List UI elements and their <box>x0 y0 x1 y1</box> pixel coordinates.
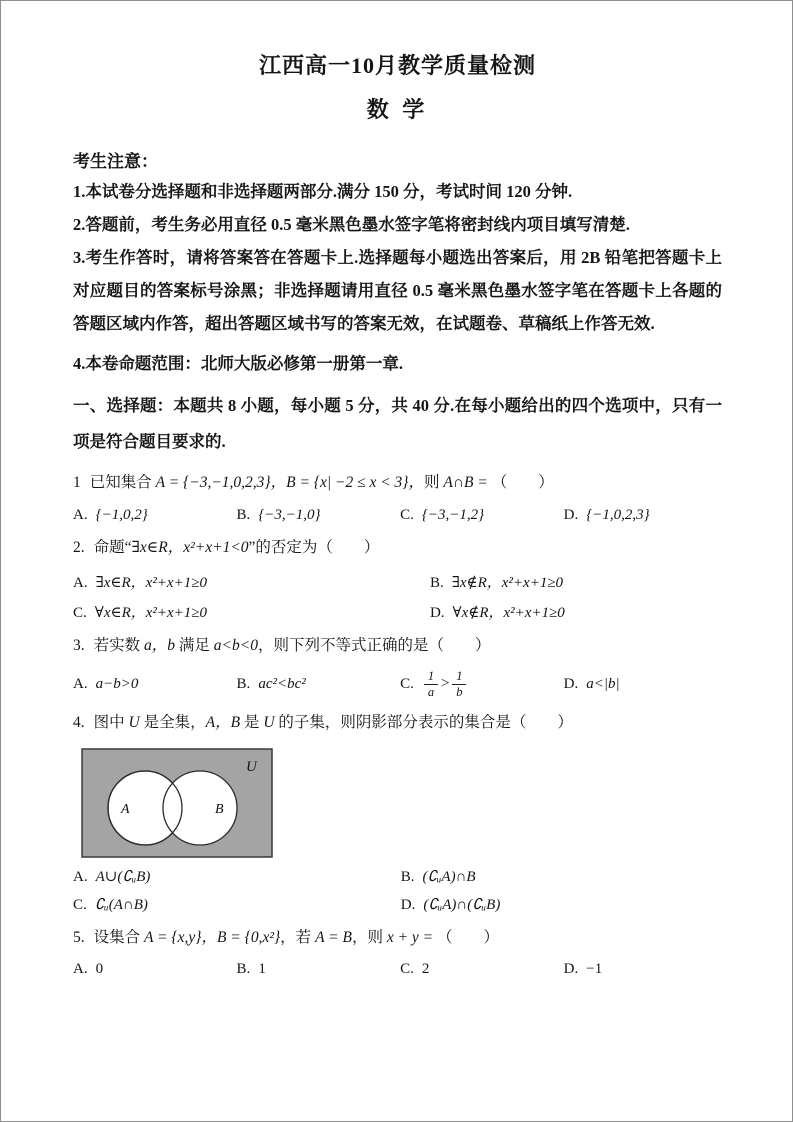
option-label: A. <box>73 675 88 692</box>
question-5-options <box>73 961 722 978</box>
answer-blank: （ ） <box>491 474 554 492</box>
option-label: B. <box>236 506 251 523</box>
option-label: D. <box>563 675 579 692</box>
stem-math: U <box>128 714 140 732</box>
fraction-denominator: a <box>424 684 438 699</box>
option-c <box>400 507 564 524</box>
stem-text: 设集合 <box>93 928 145 946</box>
question-number: 3. <box>73 637 85 654</box>
venn-circle-b-label: B <box>215 801 224 817</box>
option-text: 0 <box>95 961 104 978</box>
option-c <box>400 961 564 978</box>
answer-blank: （ ） <box>437 928 500 946</box>
option-text: a−b>0 <box>95 675 139 692</box>
notice-item-3: 3.考生作答时，请将答案答在答题卡上.选择题每小题选出答案后，用 2B 铅笔把答题卡上对应题目的答案标号涂黑；非选择题请用直径 0.5 毫米黑色墨水签字笔在答题卡上各题的答题区域内作答，超出答题区域书写的答案无效，在试题卷、草稿纸上作答无效. <box>73 248 722 334</box>
stem-text: ，则 <box>351 928 387 946</box>
option-label: C. <box>73 896 87 913</box>
option-c <box>73 601 430 622</box>
stem-math: x + y = <box>386 928 438 946</box>
option-text: {−3,−1,2} <box>421 506 485 523</box>
notice-heading: 考生注意： <box>73 152 158 171</box>
stem-text: 命题“ <box>93 538 132 556</box>
notice-item-4: 4.本卷命题范围：北师大版必修第一册第一章. <box>73 354 403 374</box>
option-c <box>400 669 564 699</box>
option-text: A∪(∁ᵤB) <box>95 868 151 885</box>
section-heading: 一、选择题：本题共 8 小题，每小题 5 分，共 40 分.在每小题给出的四个选项中，只有一项是符合题目要求的. <box>73 396 722 451</box>
fraction <box>424 669 438 699</box>
option-d <box>564 676 620 693</box>
question-1-options <box>73 507 722 524</box>
option-label: B. <box>400 868 415 885</box>
exam-subject: 数 学 <box>366 97 429 122</box>
stem-math: U <box>263 714 275 732</box>
option-text: 2 <box>421 961 430 978</box>
option-text: {−1,0,2,3} <box>586 506 650 523</box>
stem-text: 的子集，则阴影部分表示的集合是（ ） <box>274 714 573 732</box>
option-b <box>237 676 401 693</box>
stem-math: A = {x,y}，B = {0,x²} <box>144 928 281 946</box>
option-text: {−1,0,2} <box>95 506 148 523</box>
fraction <box>452 669 466 699</box>
option-label: C. <box>73 605 87 621</box>
option-b <box>237 961 401 978</box>
option-label: D. <box>400 896 416 913</box>
stem-math: A = B <box>315 928 352 946</box>
option-label: D. <box>563 506 579 523</box>
fraction-denominator: b <box>452 684 466 699</box>
question-4-options-row-1 <box>73 867 722 886</box>
option-d <box>430 601 565 622</box>
stem-math: A = {−3,−1,0,2,3}，B = {x| −2 ≤ x < 3}， <box>155 474 424 492</box>
stem-text: 是 <box>240 714 264 732</box>
question-2-stem <box>73 533 722 562</box>
question-3-stem <box>73 631 722 660</box>
stem-text: ，则下列不等式正确的是（ ） <box>257 637 491 654</box>
option-b <box>237 507 401 524</box>
stem-math: a，b <box>144 637 176 654</box>
option-d <box>564 507 650 524</box>
option-label: A. <box>73 506 88 523</box>
question-2-options-row-1 <box>73 571 722 592</box>
option-text: (∁ᵤA)∩(∁ᵤB) <box>423 896 501 913</box>
option-a <box>73 507 237 524</box>
stem-math: ∃x∈R，x²+x+1<0 <box>131 538 249 556</box>
option-text: {−3,−1,0} <box>258 506 321 523</box>
question-2 <box>73 533 722 622</box>
option-c <box>73 895 401 914</box>
option-text: 1 <box>258 961 266 978</box>
fraction-numerator: 1 <box>427 669 435 684</box>
stem-text: ”的否定为（ ） <box>248 538 380 556</box>
option-text: ∀x∈R，x²+x+1≥0 <box>94 605 208 621</box>
question-1 <box>73 468 722 523</box>
option-label: C. <box>400 675 414 692</box>
option-label: B. <box>236 961 251 978</box>
question-5 <box>73 923 722 978</box>
question-2-options-row-2 <box>73 601 722 622</box>
comparison-operator: > <box>440 675 451 692</box>
question-3 <box>73 631 722 699</box>
option-label: C. <box>400 961 414 978</box>
option-b <box>401 867 476 886</box>
notice-item-2: 2.答题前，考生务必用直径 0.5 毫米黑色墨水签字笔将密封线内项目填写清楚. <box>73 215 630 235</box>
option-label: B. <box>429 575 444 591</box>
exam-title: 江西高一10月教学质量检测 <box>258 53 536 78</box>
question-4-stem <box>73 708 722 737</box>
option-label: A. <box>73 575 88 591</box>
stem-text: 若实数 <box>93 637 145 654</box>
option-text: ∃x∈R，x²+x+1≥0 <box>95 575 207 591</box>
question-5-stem <box>73 923 722 952</box>
question-number: 4. <box>73 714 85 732</box>
option-text: a<|b| <box>586 675 620 692</box>
option-label: D. <box>563 961 579 978</box>
option-text: ac²<bc² <box>258 675 306 692</box>
option-a <box>73 867 401 886</box>
stem-text: 则 <box>424 474 444 492</box>
stem-text: 是全集， <box>139 714 206 732</box>
venn-circle-b <box>163 771 237 845</box>
option-text: ∃x∉R，x²+x+1≥0 <box>451 575 564 591</box>
question-number: 5. <box>73 928 85 946</box>
option-text: ∁ᵤ(A∩B) <box>94 896 148 913</box>
option-d <box>401 895 501 914</box>
option-text: −1 <box>586 961 603 978</box>
option-label: C. <box>400 506 414 523</box>
venn-universe-label: U <box>246 758 257 775</box>
question-number: 2. <box>73 538 85 556</box>
stem-text: 已知集合 <box>89 474 156 492</box>
option-text: ∀x∉R，x²+x+1≥0 <box>452 605 565 621</box>
option-a <box>73 961 237 978</box>
option-label: D. <box>429 605 445 621</box>
option-b <box>430 571 563 592</box>
option-label: A. <box>73 868 88 885</box>
option-text: (∁ᵤA)∩B <box>422 868 476 885</box>
venn-circle-a-label: A <box>121 801 130 817</box>
venn-diagram <box>81 748 273 858</box>
notice-item-1: 1.本试卷分选择题和非选择题两部分.满分 150 分，考试时间 120 分钟. <box>73 182 573 202</box>
stem-math: a<b<0 <box>213 637 258 654</box>
option-label: B. <box>236 675 251 692</box>
question-4 <box>73 708 722 913</box>
question-number: 1 <box>73 474 81 492</box>
option-d <box>564 961 603 978</box>
stem-math: A∩B = <box>443 474 492 492</box>
option-label: A. <box>73 961 88 978</box>
stem-text: 图中 <box>93 714 129 732</box>
option-a <box>73 571 430 592</box>
question-3-options <box>73 669 722 699</box>
option-a <box>73 676 237 693</box>
fraction-numerator: 1 <box>456 669 463 684</box>
stem-text: 满足 <box>175 637 214 654</box>
stem-text: ，若 <box>280 928 316 946</box>
question-1-stem <box>73 468 722 497</box>
stem-math: A，B <box>205 714 241 732</box>
question-4-options-row-2 <box>73 895 722 914</box>
